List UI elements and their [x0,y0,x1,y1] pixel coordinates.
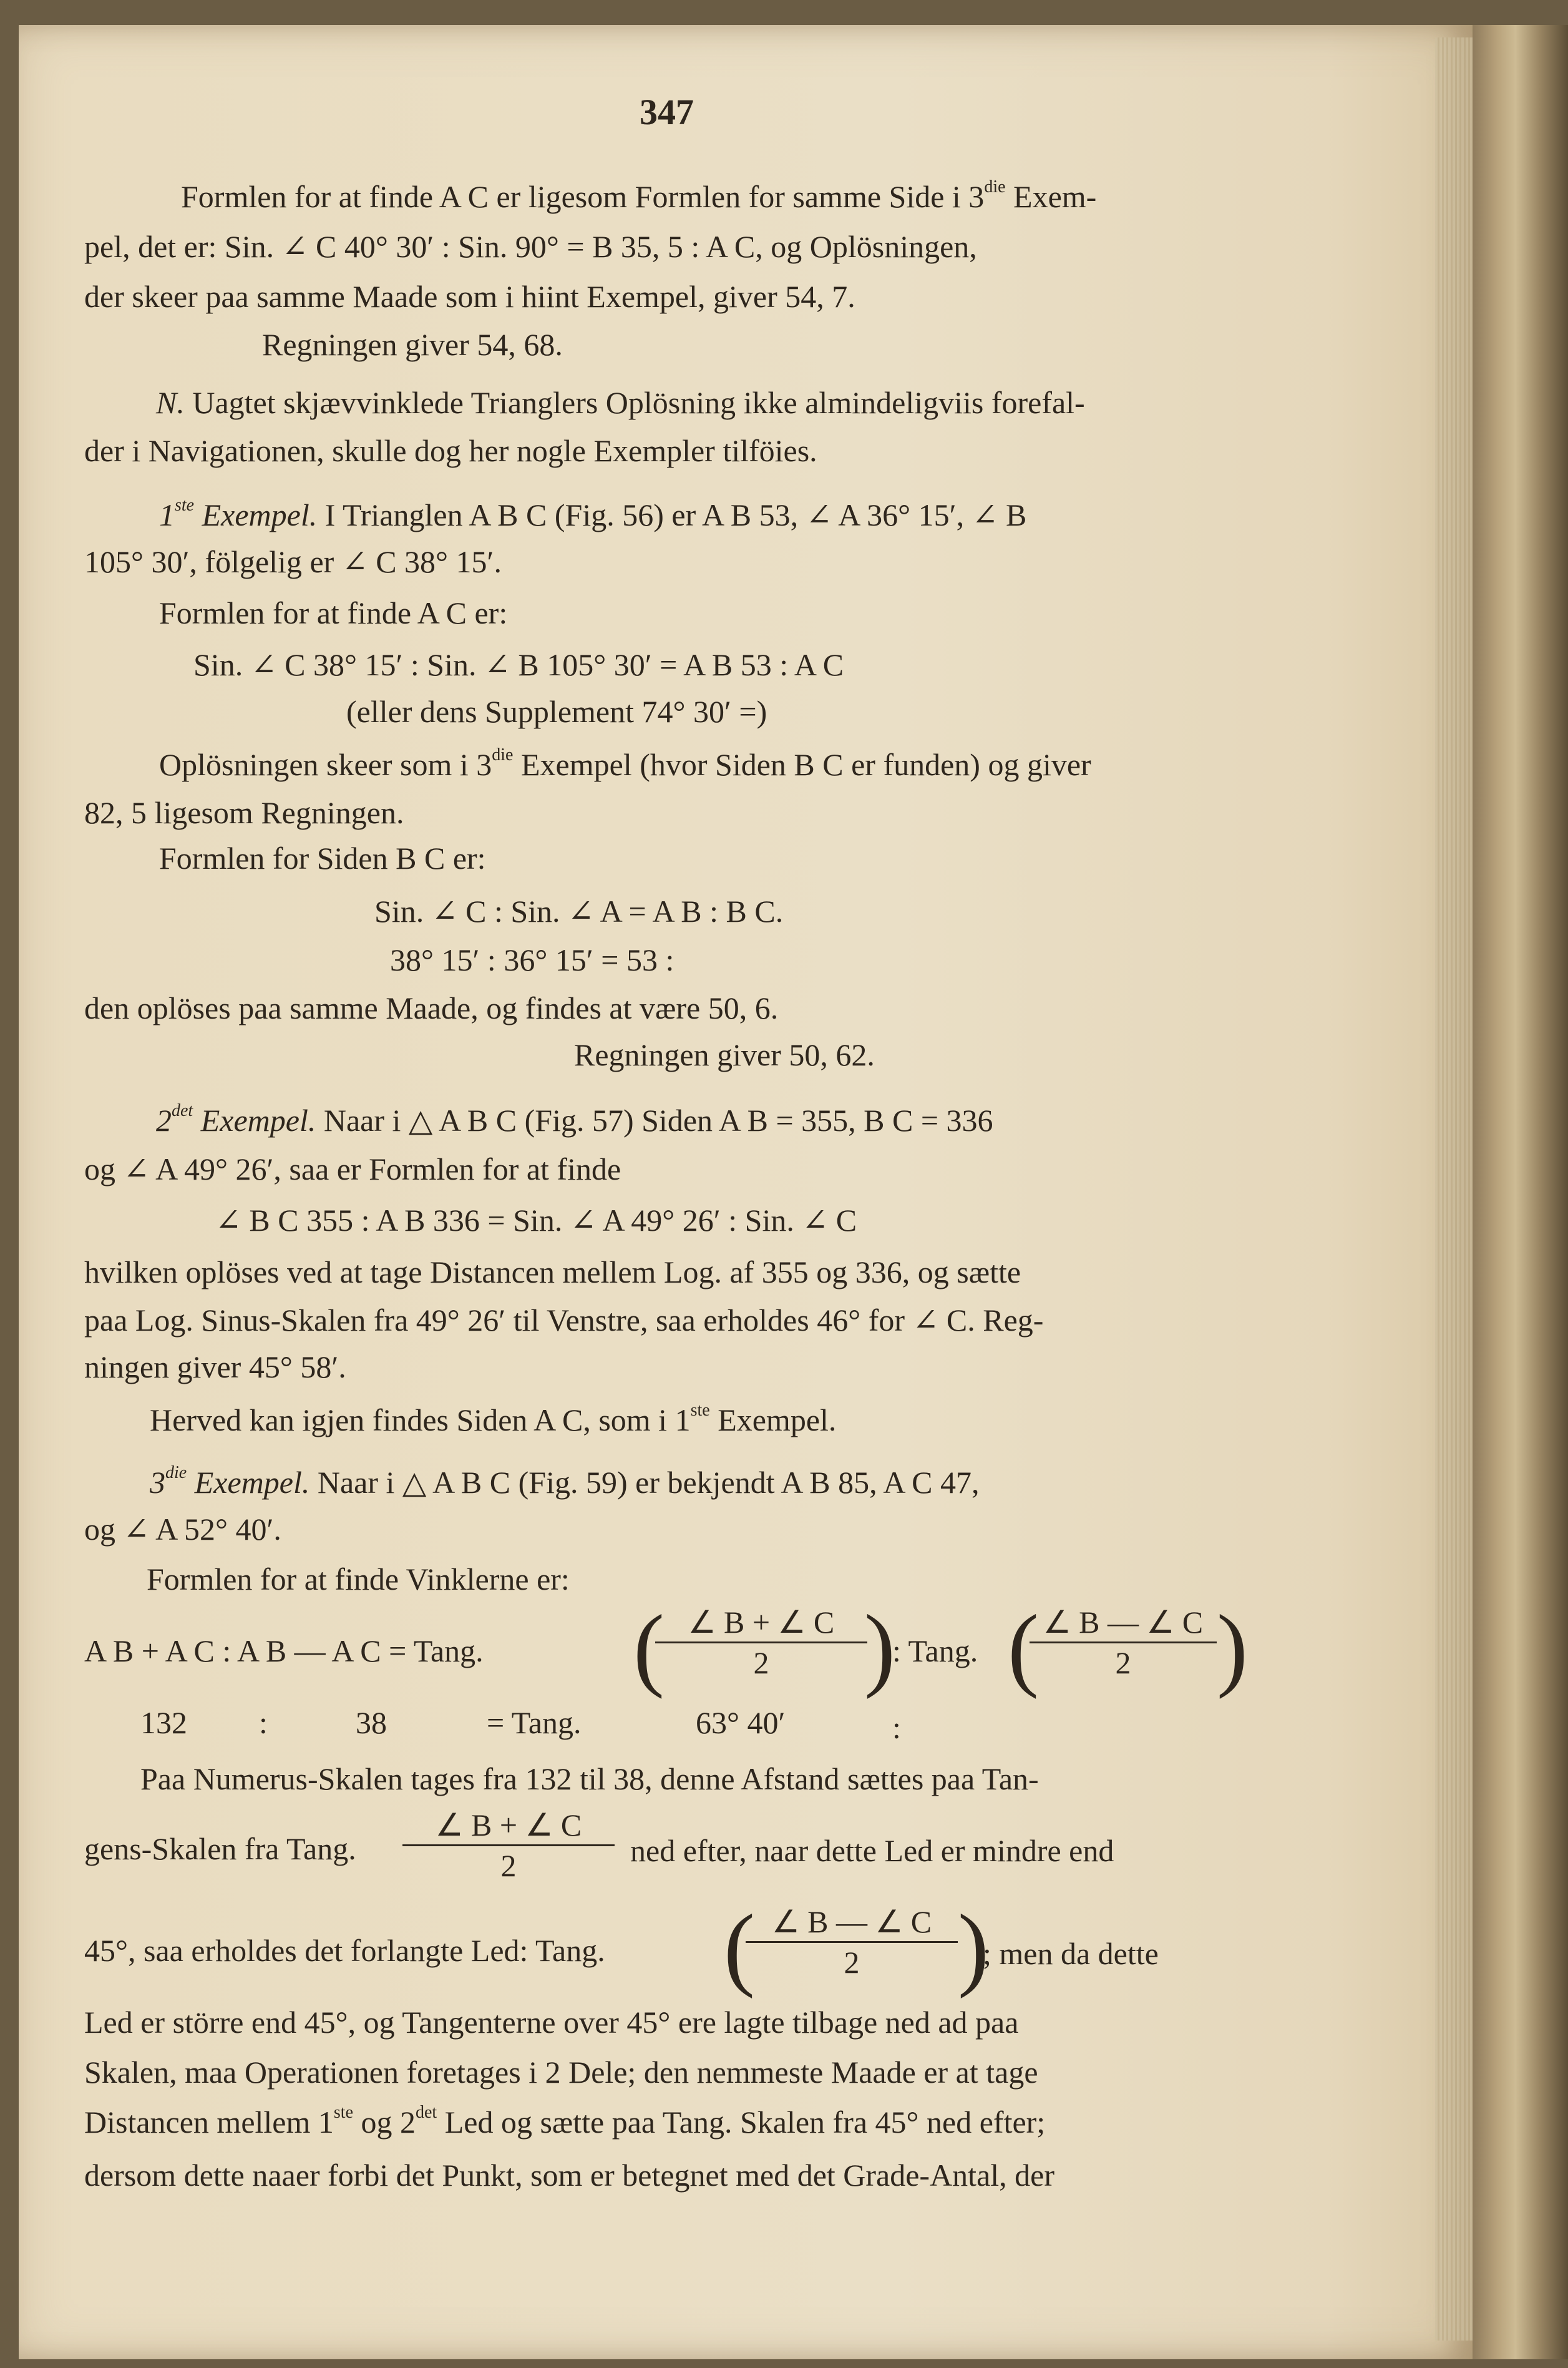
formula-line: Sin. ∠ C 38° 15′ : Sin. ∠ B 105° 30′ = A B 53 : A C [193,647,844,682]
formula-line: A B + A C : A B — A C = Tang. [84,1633,484,1668]
formula-cell: 63° 40′ [696,1705,786,1740]
text-line: dersom dette naaer forbi det Punkt, som er betegnet med det Grade-Antal, der [84,2158,1055,2193]
text-line: 45°, saa erholdes det forlangte Led: Tang. [84,1933,605,1968]
fraction: ∠ B — ∠ C 2 [1030,1604,1217,1681]
text-line: N. Uagtet skjævvinklede Trianglers Oplösning ikke almindeligviis forefal- [156,385,1085,420]
text-line: der i Navigationen, skulle dog her nogle Exempler tilföies. [84,433,817,468]
formula-line: 38° 15′ : 36° 15′ = 53 : [390,942,674,977]
right-paren: ) [958,1896,989,1999]
formula-text: : Tang. [892,1633,978,1668]
left-paren: ( [633,1596,665,1700]
formula-cell: : [892,1710,901,1745]
formula-cell: = Tang. [487,1705,582,1740]
formula-line: ∠ B C 355 : A B 336 = Sin. ∠ A 49° 26′ : Sin. ∠ C [215,1203,857,1238]
page-edges [1435,37,1473,2341]
page-number: 347 [640,92,694,132]
text-line: paa Log. Sinus-Skalen fra 49° 26′ til Venstre, saa erholdes 46° for ∠ C. Reg- [84,1303,1044,1338]
text-line: $2^{det}$ Exempel. Naar i △ A B C (Fig. 57) Siden A B = 355, B C = 336 [156,1101,993,1138]
text-line: der skeer paa samme Maade som i hiint Exempel, giver 54, 7. [84,279,855,314]
text-line: Paa Numerus-Skalen tages fra 132 til 38, denne Afstand sættes paa Tan- [140,1761,1039,1796]
text-line: ningen giver 45° 58′. [84,1349,346,1384]
text-line: ned efter, naar dette Led er mindre end [630,1833,1114,1868]
text-line: hvilken oplöses ved at tage Distancen mellem Log. af 355 og 336, og sætte [84,1255,1021,1289]
text-line: pel, det er: Sin. ∠ C 40° 30′ : Sin. 90° = B 35, 5 : A C, og Oplösningen, [84,229,977,264]
text-line: Formlen for at finde A C er ligesom Formlen for samme Side i $3^{die}$ Exem- [181,177,1097,214]
text-line: Formlen for at finde Vinklerne er: [147,1562,570,1597]
right-paren: ) [1217,1596,1248,1700]
formula-line: (eller dens Supplement 74° 30′ =) [346,694,767,729]
text-line: Skalen, maa Operationen foretages i 2 Dele; den nemmeste Maade er at tage [84,2055,1038,2090]
text-line: $3^{die}$ Exempel. Naar i △ A B C (Fig. 59) er bekjendt A B 85, A C 47, [150,1463,980,1500]
right-paren: ) [864,1596,895,1700]
formula-cell: 38 [356,1705,387,1740]
fraction: ∠ B — ∠ C 2 [746,1904,958,1980]
text-line: 1ste Exempel. I Trianglen A B C (Fig. 56) er A B 53, ∠ A 36° 15′, ∠ B [159,496,1027,532]
text-line: Oplösningen skeer som i $3^{die}$ Exempel (hvor Siden B C er funden) og giver [159,745,1091,782]
left-paren: ( [724,1896,755,1999]
text-line: Herved kan igjen findes Siden A C, som i 1ste Exempel. [150,1401,837,1437]
text-line: 82, 5 ligesom Regningen. [84,795,404,830]
text-line: gens-Skalen fra Tang. [84,1831,356,1866]
fraction: ∠ B + ∠ C 2 [655,1604,867,1681]
text-line: Distancen mellem 1ste og $2^{det}$ Led og sætte paa Tang. Skalen fra 45° ned efter; [84,2103,1046,2140]
text-line: den oplöses paa samme Maade, og findes at være 50, 6. [84,991,779,1025]
text-line: Regningen giver 50, 62. [574,1037,875,1072]
text-line: Regningen giver 54, 68. [262,327,563,362]
text-line: og ∠ A 49° 26′, saa er Formlen for at finde [84,1152,621,1186]
text-line: Formlen for at finde A C er: [159,595,508,630]
left-paren: ( [1008,1596,1039,1700]
text-line: ; men da dette [983,1936,1159,1971]
formula-cell: 132 [140,1705,187,1740]
book-spine [1473,25,1568,2359]
text-line: og ∠ A 52° 40′. [84,1512,281,1547]
fraction: ∠ B + ∠ C 2 [402,1807,615,1884]
text-line: Led er större end 45°, og Tangenterne over 45° ere lagte tilbage ned ad paa [84,2005,1019,2040]
formula-cell: : [259,1705,268,1740]
formula-line: Sin. ∠ C : Sin. ∠ A = A B : B C. [374,894,784,929]
text-line: Formlen for Siden B C er: [159,841,486,876]
text-line: 105° 30′, fölgelig er ∠ C 38° 15′. [84,544,502,579]
